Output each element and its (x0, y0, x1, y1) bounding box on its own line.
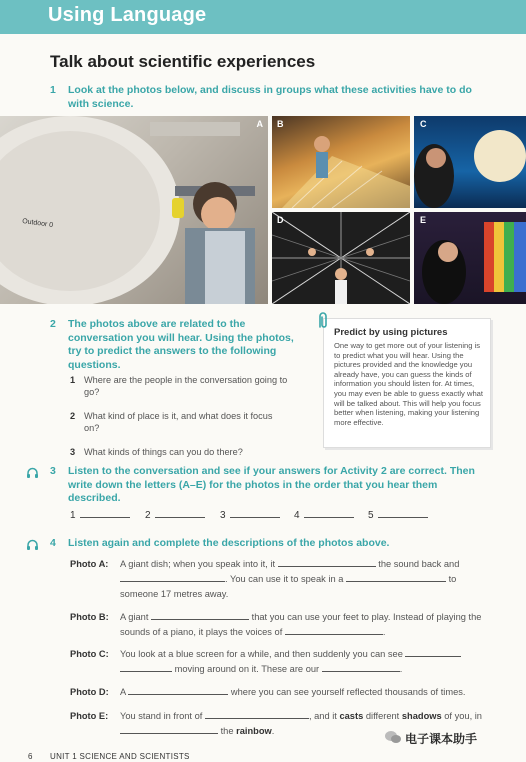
list-item: 3 What kinds of things can you do there? (70, 447, 243, 457)
fill-in-blank[interactable] (405, 648, 461, 657)
activity-1-number: 1 (50, 84, 56, 96)
activity-2-instructions: The photos above are related to the conversation you will hear. Using the photos, try to predict the answers to the following questions. (68, 318, 294, 371)
photo-a (0, 116, 268, 304)
photo-b-description: Photo B: A giant that you can use your feet to play. Instead of playing the sounds of a piano, it plays the voices of . (70, 612, 482, 637)
answer-blank-2[interactable]: 2 (145, 509, 205, 521)
photo-e-illustration (414, 212, 526, 304)
photo-a-illustration (0, 116, 268, 304)
page-number: 6 (28, 752, 33, 761)
answer-blank-5[interactable]: 5 (368, 509, 428, 521)
photo-e-letter: E (420, 215, 427, 225)
activity-2-number: 2 (50, 318, 56, 330)
photo-d-letter: D (277, 215, 284, 225)
tip-title: Predict by using pictures (334, 327, 448, 338)
answer-blank-4[interactable]: 4 (294, 509, 354, 521)
photo-b-illustration (272, 116, 410, 208)
unit-header-bar (0, 0, 526, 34)
photo-c-description: Photo C: You look at a blue screen for a while, and then suddenly you can see moving around on it. These are our . (70, 647, 492, 679)
activity-3-instructions: Listen to the conversation and see if your answers for Activity 2 are correct. Then write down the letters (A–E) for the photos in the order that you hear them described. (68, 465, 475, 504)
fill-in-blank[interactable] (128, 686, 228, 695)
fill-in-blank[interactable] (120, 573, 225, 582)
photo-e-description: Photo E: You stand in front of , and it casts different shadows of you, in the rainbow. (70, 711, 482, 736)
fill-in-blank[interactable] (151, 611, 249, 620)
photo-c-illustration (414, 116, 526, 208)
photo-b (272, 116, 410, 208)
unit-footer: UNIT 1 SCIENCE AND SCIENTISTS (50, 752, 190, 761)
section-title: Talk about scientific experiences (50, 52, 316, 71)
fill-in-blank[interactable] (278, 558, 376, 567)
fill-in-blank[interactable] (322, 663, 400, 672)
list-item: 2 What kind of place is it, and what does it focus on? (70, 411, 273, 433)
photo-a-description: Photo A: A giant dish; when you speak into it, it the sound back and . You can use it to speak in a to someone 17 metres away. (70, 559, 460, 599)
header-title: Using Language (48, 4, 207, 26)
wechat-icon (384, 730, 402, 744)
answer-blank-1[interactable]: 1 (70, 509, 130, 521)
fill-in-blank[interactable] (120, 725, 218, 734)
tip-body: One way to get more out of your listening is to predict what you will hear. Using the pictures provided and the knowledge you already have, you can guess the kinds of information you should listen for. At times, you may even be able to guess exactly what will be talked about. This will help you focus better when listening, making your listening more effective. (334, 341, 484, 427)
photo-c-letter: C (420, 119, 427, 129)
prediction-question-list (70, 374, 290, 467)
fill-in-blank[interactable] (285, 626, 383, 635)
headphones-icon (26, 538, 39, 551)
paperclip-icon (316, 311, 330, 331)
photo-e (414, 212, 526, 304)
activity-3-number: 3 (50, 465, 56, 477)
photo-c (414, 116, 526, 208)
activity-4-instructions: Listen again and complete the descriptions of the photos above. (68, 537, 390, 549)
photo-a-letter: A (256, 119, 263, 129)
activity-4-number: 4 (50, 537, 56, 549)
fill-in-blank[interactable] (120, 663, 172, 672)
photo-strip (0, 116, 526, 304)
strategy-tip-box (323, 318, 491, 448)
photo-d-illustration (272, 212, 410, 304)
photo-d (272, 212, 410, 304)
fill-in-blank[interactable] (205, 710, 309, 719)
photo-b-letter: B (277, 119, 284, 129)
photo-a-sign: Outdoor 0 (21, 217, 54, 230)
activity-1-instructions: Look at the photos below, and discuss in groups what these activities have to do with science. (68, 84, 472, 110)
answer-blank-3[interactable]: 3 (220, 509, 280, 521)
list-item: 1 Where are the people in the conversation going to go? (70, 375, 288, 397)
headphones-icon (26, 466, 39, 479)
watermark-text: 电子课本助手 (405, 732, 478, 746)
photo-d-description: Photo D: A where you can see yourself reflected thousands of times. (70, 687, 466, 697)
fill-in-blank[interactable] (346, 573, 446, 582)
